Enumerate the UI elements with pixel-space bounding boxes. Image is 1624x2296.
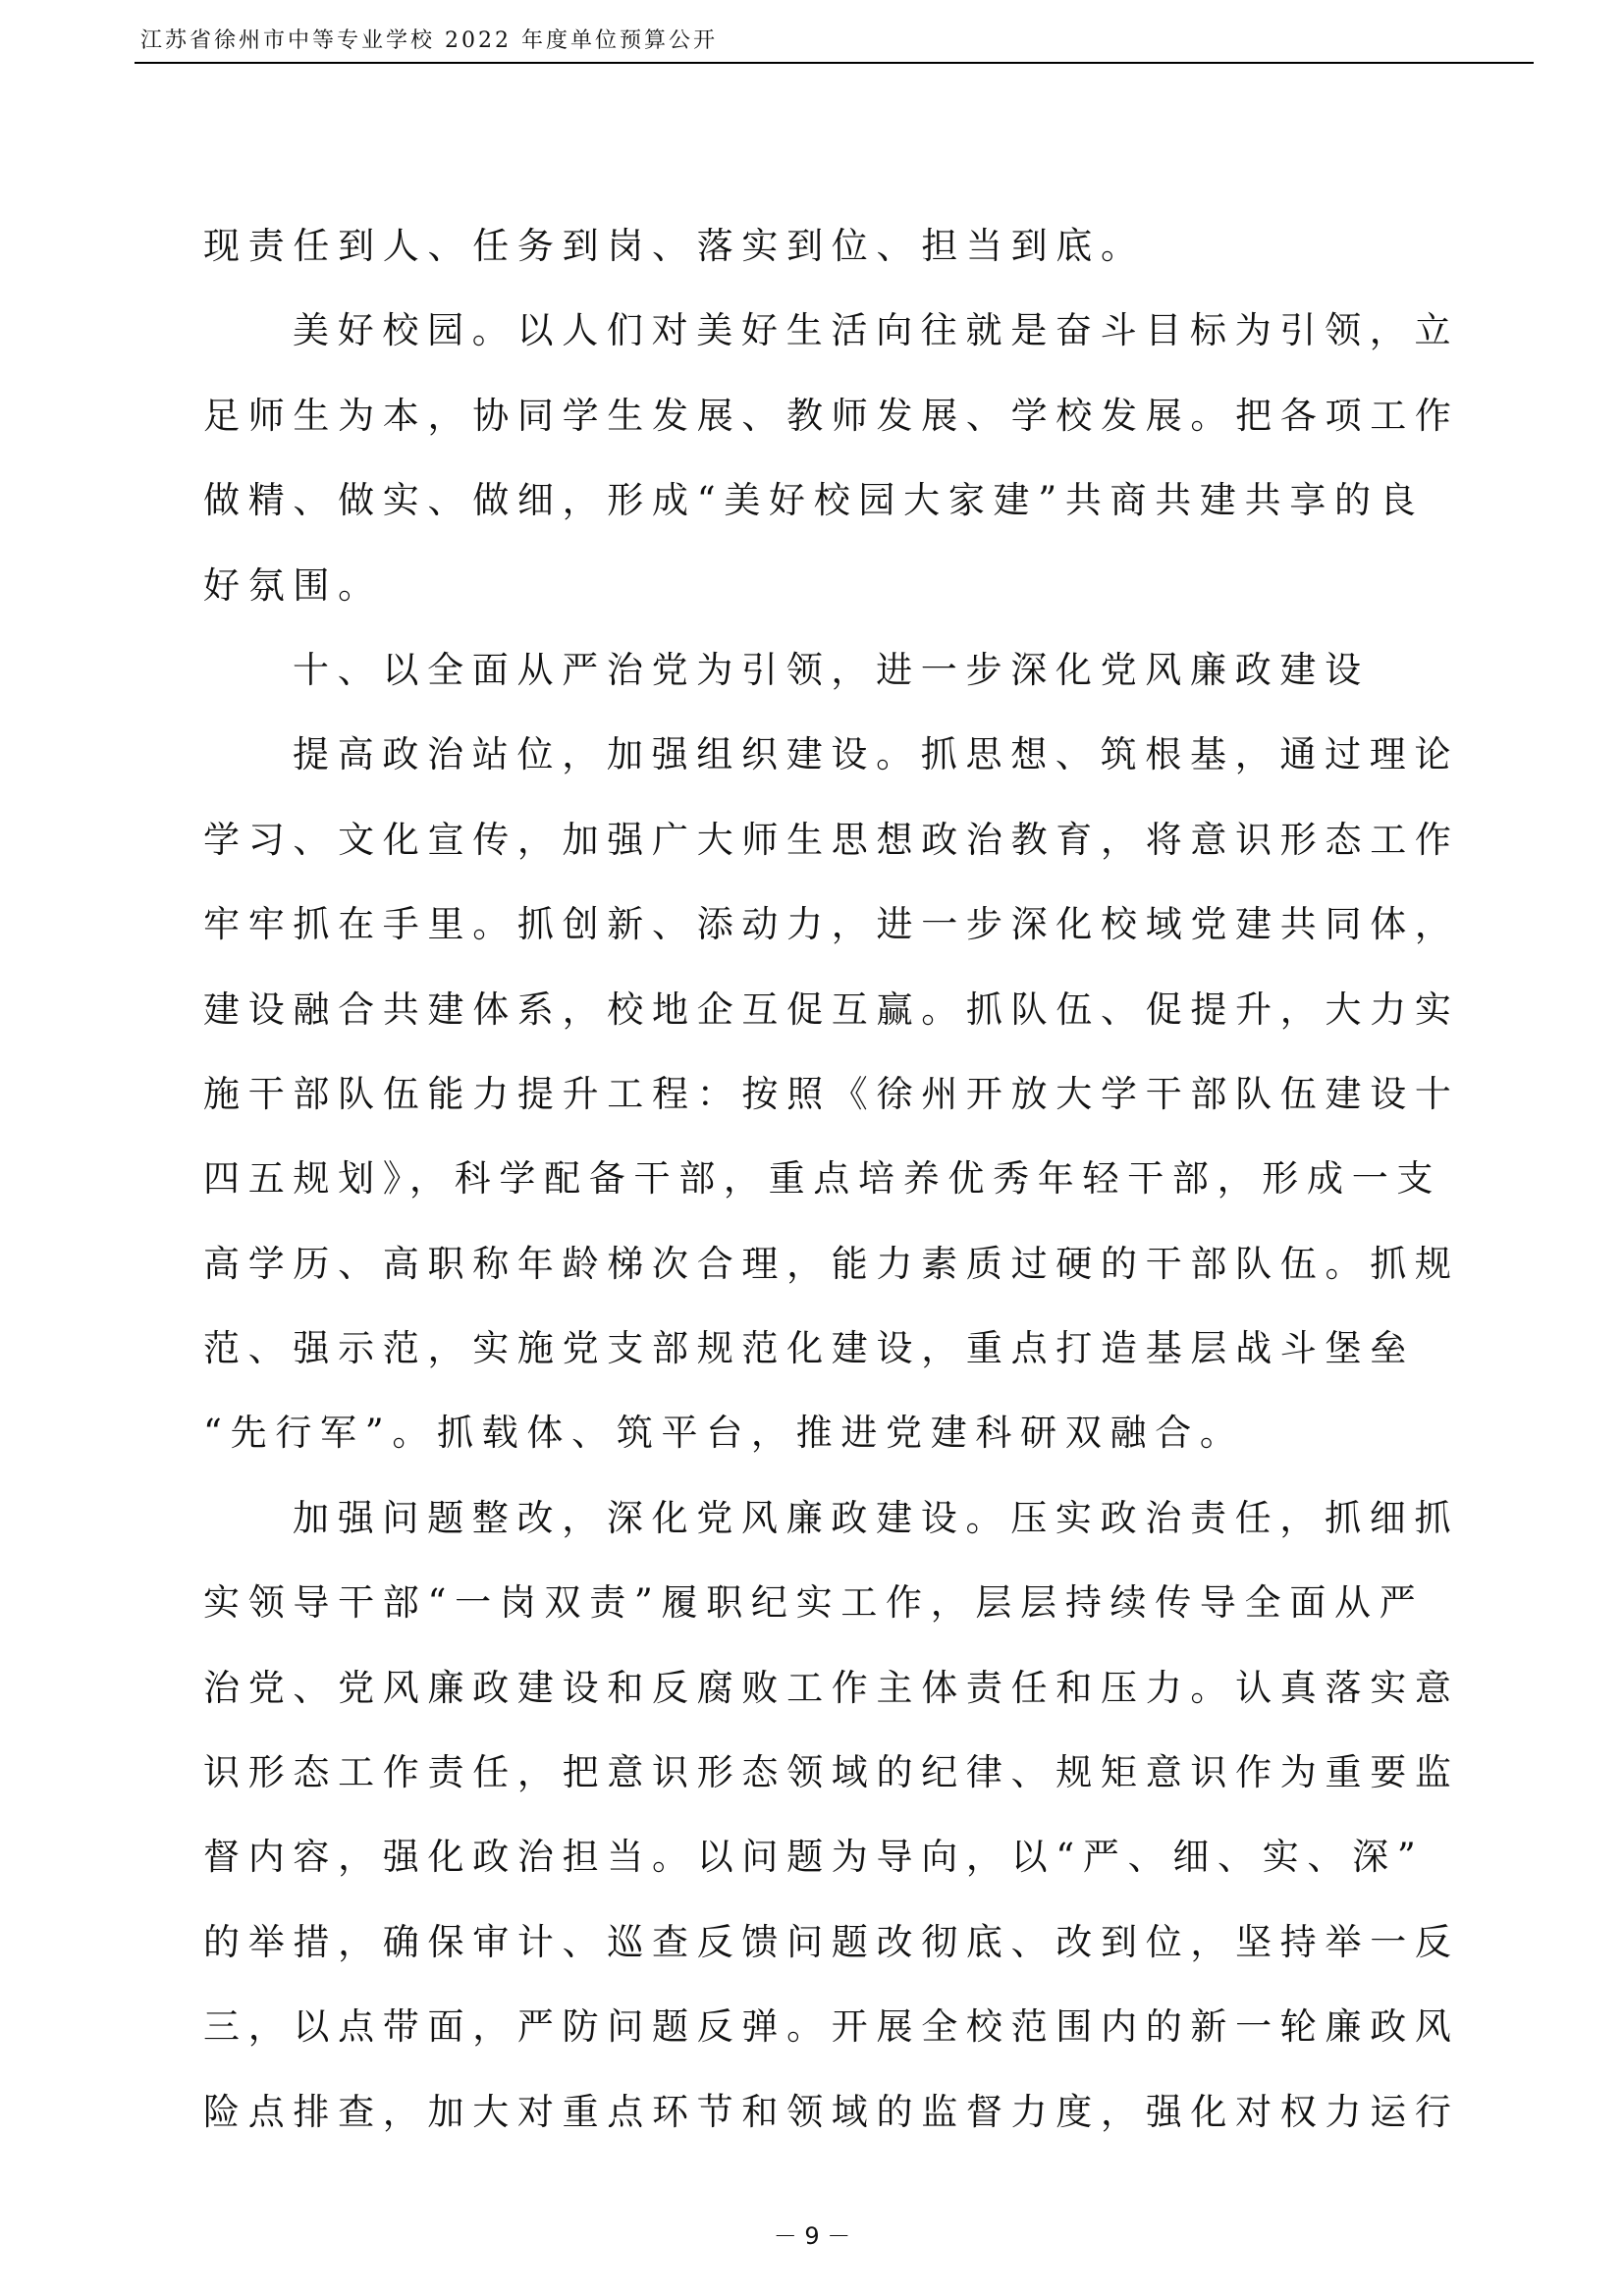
text-line: 现责任到人、任务到岗、落实到位、担当到底。 <box>203 225 1146 267</box>
text-line: “先行军”。抓载体、筑平台，推进党建科研双融合。 <box>203 1412 1245 1455</box>
page-header-title: 江苏省徐州市中等专业学校 2022 年度单位预算公开 <box>140 28 718 53</box>
text-line: 好氛围。 <box>203 563 383 607</box>
text-line: 四五规划》，科学配备干部，重点培养优秀年轻干部，形成一支 <box>203 1157 1442 1201</box>
text-line: 做精、做实、做细，形成“美好校园大家建”共商共建共享的良 <box>203 479 1425 522</box>
text-line: 足师生为本，协同学生发展、教师发展、学校发展。把各项工作 <box>203 394 1460 437</box>
text-line: 提高政治站位，加强组织建设。抓思想、筑根基，通过理论 <box>293 733 1460 776</box>
text-line: 建设融合共建体系，校地企互促互赢。抓队伍、促提升，大力实 <box>203 988 1460 1031</box>
text-line: 治党、党风廉政建设和反腐败工作主体责任和压力。认真落实意 <box>203 1666 1460 1709</box>
page-number: － 9 － <box>773 2222 851 2250</box>
text-line: 实领导干部“一岗双责”履职纪实工作，层层持续传导全面从严 <box>203 1581 1425 1625</box>
text-line: 高学历、高职称年龄梯次合理，能力素质过硬的干部队伍。抓规 <box>203 1242 1460 1285</box>
text-line: 督内容，强化政治担当。以问题为导向，以“严、细、实、深” <box>203 1836 1425 1879</box>
text-line: 险点排查，加大对重点环节和领域的监督力度，强化对权力运行 <box>203 2090 1460 2133</box>
text-line: 识形态工作责任，把意识形态领域的纪律、规矩意识作为重要监 <box>203 1751 1460 1794</box>
header-divider <box>135 62 1534 64</box>
text-line: 三，以点带面，严防问题反弹。开展全校范围内的新一轮廉政风 <box>203 2005 1460 2049</box>
text-line: 施干部队伍能力提升工程：按照《徐州开放大学干部队伍建设十 <box>203 1072 1460 1115</box>
text-line: 加强问题整改，深化党风廉政建设。压实政治责任，抓细抓 <box>293 1496 1460 1539</box>
text-line: 学习、文化宣传，加强广大师生思想政治教育，将意识形态工作 <box>203 818 1460 861</box>
text-line: 的举措，确保审计、巡查反馈问题改彻底、改到位，坚持举一反 <box>203 1920 1460 1963</box>
section-heading: 十、以全面从严治党为引领，进一步深化党风廉政建设 <box>293 648 1370 691</box>
text-line: 美好校园。以人们对美好生活向往就是奋斗目标为引领，立 <box>293 309 1460 352</box>
document-body <box>203 204 1470 2155</box>
text-line: 牢牢抓在手里。抓创新、添动力，进一步深化校域党建共同体， <box>203 903 1460 946</box>
text-line: 范、强示范，实施党支部规范化建设，重点打造基层战斗堡垒 <box>203 1327 1415 1370</box>
